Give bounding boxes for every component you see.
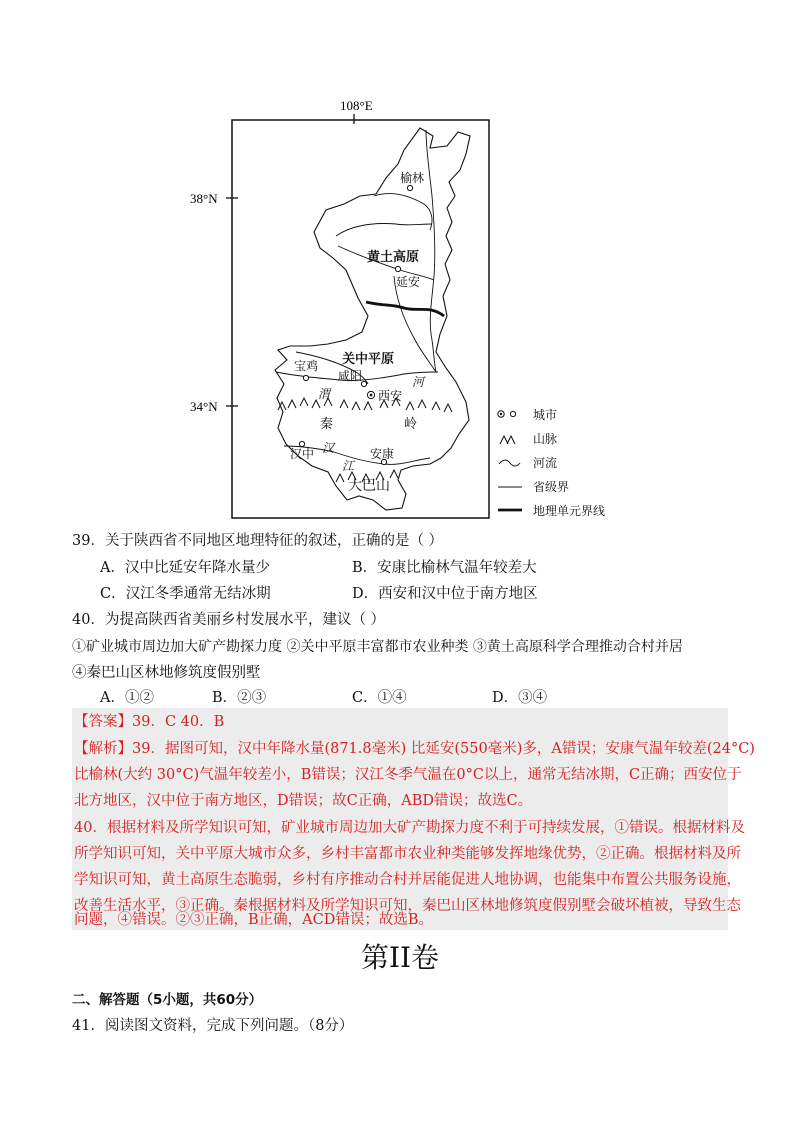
city-dot-yanan — [395, 266, 400, 271]
q40-option-c: C．①④ — [352, 690, 407, 706]
q39-option-a: A．汉中比延安年降水量少 — [100, 560, 270, 576]
city-xianyang: 咸阳 — [338, 369, 363, 383]
lat-bottom-label: 34°N — [190, 399, 218, 414]
unit-boundary — [366, 302, 444, 316]
legend-mountain-icon — [500, 436, 515, 444]
analysis-line2: 比榆林(大约 30°C)气温年较差小，B错误；汉江冬季气温在0°C以上，通常无结冰期，C正确；西安位于 — [74, 767, 742, 783]
region-loess: 黄土高原 — [367, 250, 420, 265]
city-xian: 西安 — [378, 389, 403, 403]
q40-option-a: A．①② — [100, 690, 154, 706]
explanation-line1: 40．根据材料及所学知识可知，矿业城市周边加大矿产勘探力度不利于可持续发展，①错误。根据材料及 — [74, 820, 745, 836]
analysis-line1: 【解析】39．据图可知，汉中年降水量(871.8毫米) 比延安(550毫米)多，A错误；安康气温年较差(24°C) — [74, 741, 755, 757]
answer-text: 39．C 40．B — [132, 714, 225, 730]
legend-mountain: 山脉 — [533, 432, 558, 446]
answer-tag: 【答案】 — [74, 714, 132, 730]
q40-choices-line2: ④秦巴山区林地修筑度假别墅 — [72, 665, 261, 681]
city-dot-baoji — [303, 375, 308, 380]
q41-stem: 41．阅读图文资料，完成下列问题。（8分） — [72, 1018, 354, 1034]
city-dot-hanzhong — [299, 441, 304, 446]
city-ankang: 安康 — [370, 447, 395, 461]
city-yanan: 延安 — [396, 275, 421, 289]
legend-river-icon — [499, 460, 520, 466]
label-ling: 岭 — [404, 417, 418, 432]
region-daba: 大巴山 — [348, 478, 390, 494]
analysis-tag: 【解析】 — [74, 741, 132, 757]
label-jiang: 江 — [342, 459, 355, 473]
city-dot-yulin — [407, 185, 412, 190]
q39-option-b: B．安康比榆林气温年较差大 — [352, 560, 537, 576]
river-yellow — [426, 130, 436, 372]
shaanxi-map — [0, 0, 800, 530]
lat-top-label: 38°N — [190, 191, 218, 206]
section-heading: 二、解答题（5小题，共60分） — [72, 992, 263, 1008]
label-qin: 秦 — [320, 417, 334, 432]
explanation-line3: 学知识可知，黄土高原生态脆弱，乡村有序推动合村并居能促进人地协调，也能集中布置公共服务设施， — [74, 872, 741, 888]
analysis-line3: 北方地区，汉中位于南方地区，D错误；故C正确，ABD错误；故选C。 — [74, 793, 533, 809]
q39-option-d: D．西安和汉中位于南方地区 — [352, 586, 538, 602]
region-guanzhong: 关中平原 — [342, 352, 395, 367]
label-he: 河 — [412, 375, 425, 389]
explanation-line4: 改善生活水平，③正确。秦根据材料及所学知识可知，秦巴山区林地修筑度假别墅会破坏植被，导致生态 — [74, 898, 741, 914]
legend-province: 省级界 — [533, 480, 570, 494]
map-legend — [498, 408, 605, 518]
label-wei: 渭 — [318, 387, 331, 401]
city-dot-xianyang — [361, 381, 366, 386]
city-baoji: 宝鸡 — [294, 359, 319, 373]
legend-unit: 地理单元界线 — [533, 504, 606, 518]
label-han: 汉 — [322, 441, 335, 455]
city-dot-xian-inner — [370, 394, 373, 397]
q40-stem: 40．为提高陕西省美丽乡村发展水平，建议（ ） — [72, 612, 386, 628]
q40-option-d: D．③④ — [492, 690, 548, 706]
explanation-line2: 所学知识可知，关中平原大城市众多，乡村丰富都市农业种类能够发挥地缘优势，②正确。根据材料及所 — [74, 846, 741, 862]
lon-label: 108°E — [340, 98, 373, 113]
q39-stem: 39．关于陕西省不同地区地理特征的叙述，正确的是（ ） — [72, 533, 444, 549]
qinling-mountains — [278, 398, 452, 412]
legend-river: 河流 — [533, 456, 558, 470]
answer-line — [74, 712, 224, 732]
city-hanzhong: 汉中 — [290, 447, 315, 461]
q40-choices-line1: ①矿业城市周边加大矿产勘探力度 ②关中平原丰富都市农业种类 ③黄土高原科学合理推动合村并居 — [72, 639, 683, 655]
q39-option-c: C．汉江冬季通常无结冰期 — [100, 586, 271, 602]
river-wuding — [336, 224, 432, 237]
legend-city: 城市 — [533, 408, 558, 422]
city-yulin: 榆林 — [400, 171, 425, 185]
part2-title: 第II卷 — [360, 941, 440, 974]
explanation-line5: 问题，④错误。②③正确，B正确，ACD错误；故选B。 — [74, 912, 434, 928]
q40-option-b: B．②③ — [212, 690, 267, 706]
river-luo — [394, 276, 436, 372]
